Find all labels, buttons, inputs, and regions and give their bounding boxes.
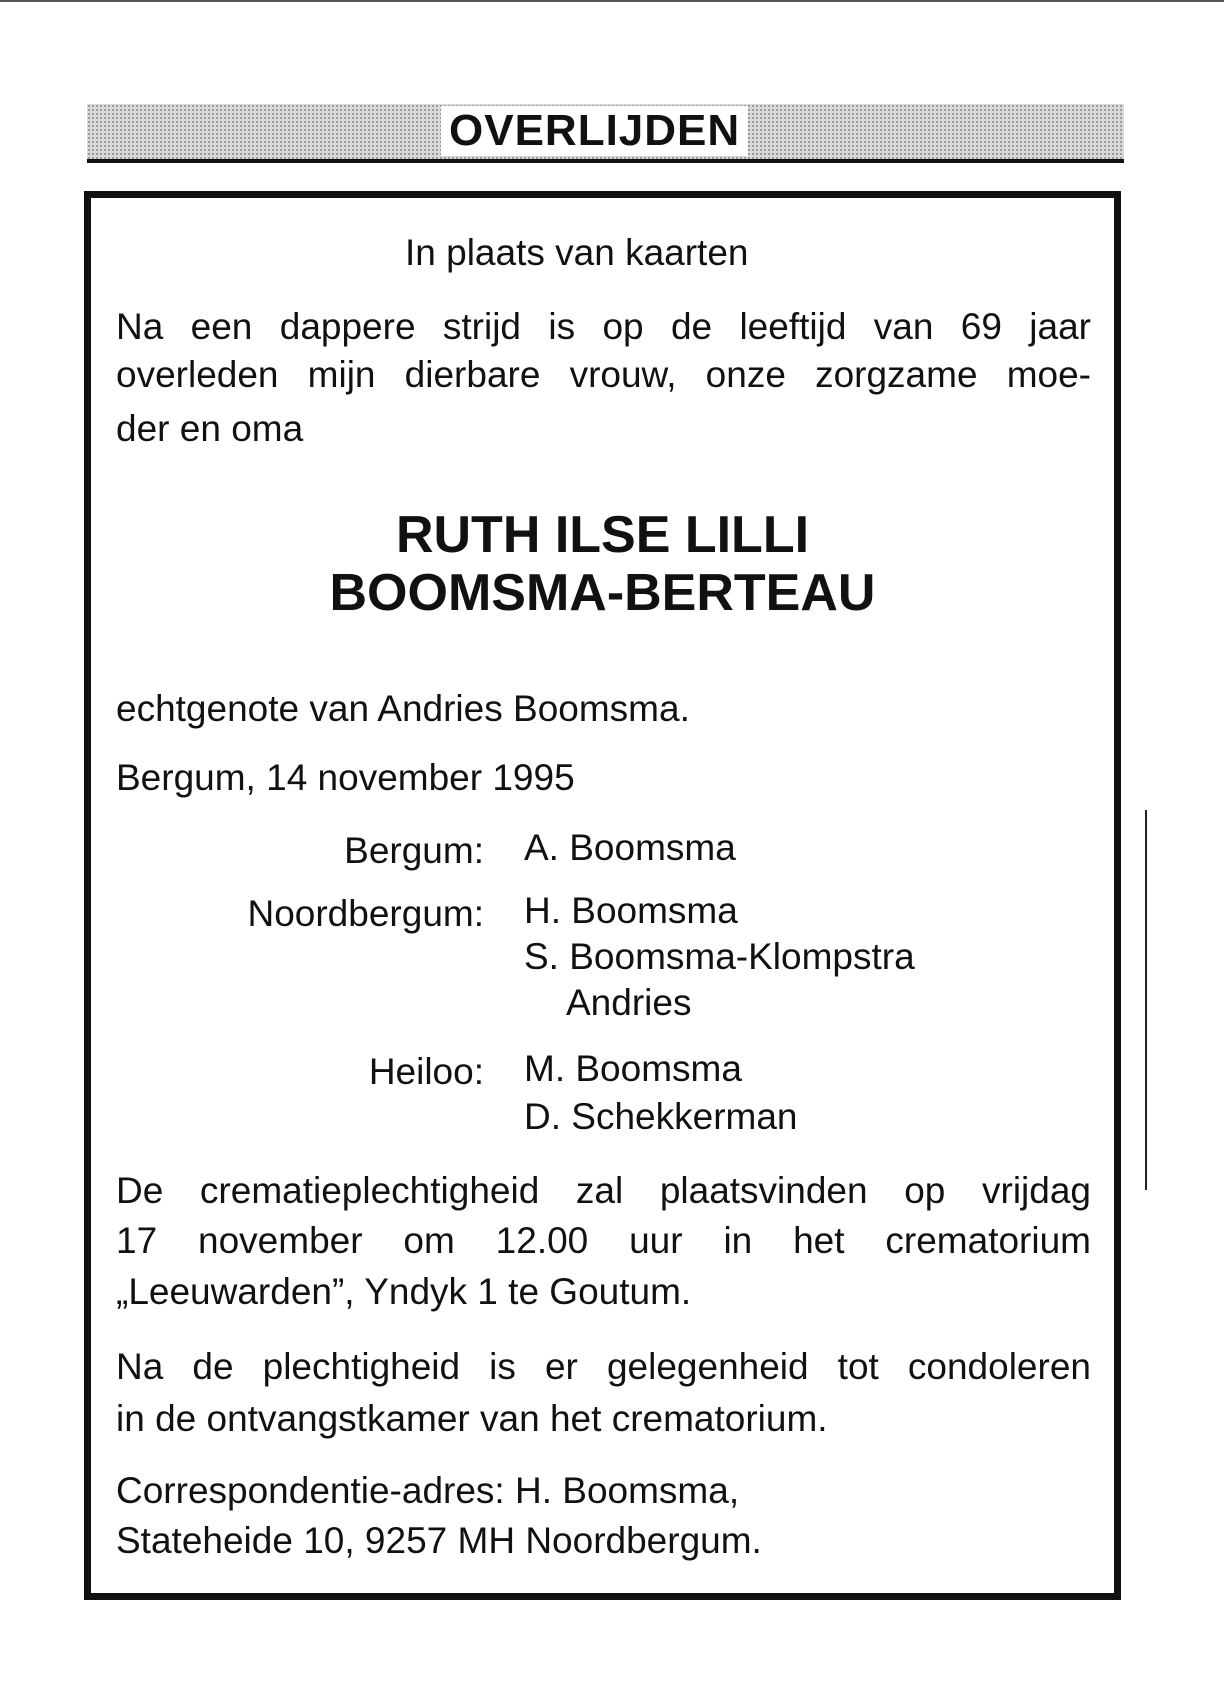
family-member-child: Andries bbox=[566, 982, 692, 1023]
notice-intro: In plaats van kaarten bbox=[405, 232, 749, 273]
condolence-line-2: in de ontvangstkamer van het crematorium. bbox=[116, 1398, 828, 1439]
deceased-name-surname: BOOMSMA-BERTEAU bbox=[329, 564, 876, 622]
ceremony-line-3: „Leeuwarden”, Yndyk 1 te Goutum. bbox=[116, 1271, 692, 1312]
family-member: A. Boomsma bbox=[524, 827, 736, 868]
ceremony-line-1: De crematieplechtigheid zal plaatsvinden op vrijdag bbox=[116, 1170, 1091, 1211]
correspondence-line-2: Stateheide 10, 9257 MH Noordbergum. bbox=[116, 1520, 762, 1561]
condolence-line-1: Na de plechtigheid is er gelegenheid tot condoleren bbox=[116, 1346, 1091, 1387]
family-place-bergum: Bergum: bbox=[344, 830, 484, 871]
correspondence-line-1: Correspondentie-adres: H. Boomsma, bbox=[116, 1470, 740, 1511]
family-member: D. Schekkerman bbox=[524, 1096, 798, 1137]
family-place-noordbergum: Noordbergum: bbox=[247, 893, 484, 934]
family-member: M. Boomsma bbox=[524, 1048, 742, 1089]
place-date-line: Bergum, 14 november 1995 bbox=[116, 757, 575, 798]
spouse-line: echtgenote van Andries Boomsma. bbox=[116, 688, 690, 729]
ceremony-line-2: 17 november om 12.00 uur in het crematorium bbox=[116, 1220, 1091, 1261]
section-header-rule bbox=[87, 159, 1124, 163]
page-top-rule bbox=[0, 0, 1224, 2]
announcement-line-3: der en oma bbox=[116, 408, 304, 449]
announcement-line-2: overleden mijn dierbare vrouw, onze zorgzame moe- bbox=[116, 354, 1091, 395]
family-member: H. Boomsma bbox=[524, 890, 738, 931]
scan-margin-mark bbox=[1145, 810, 1147, 1190]
announcement-line-1: Na een dappere strijd is op de leeftijd van 69 jaar bbox=[116, 306, 1091, 347]
family-place-heiloo: Heiloo: bbox=[368, 1051, 484, 1092]
section-title: OVERLIJDEN bbox=[441, 106, 748, 156]
deceased-name-first: RUTH ILSE LILLI bbox=[395, 506, 810, 564]
family-member: S. Boomsma-Klompstra bbox=[524, 936, 915, 977]
